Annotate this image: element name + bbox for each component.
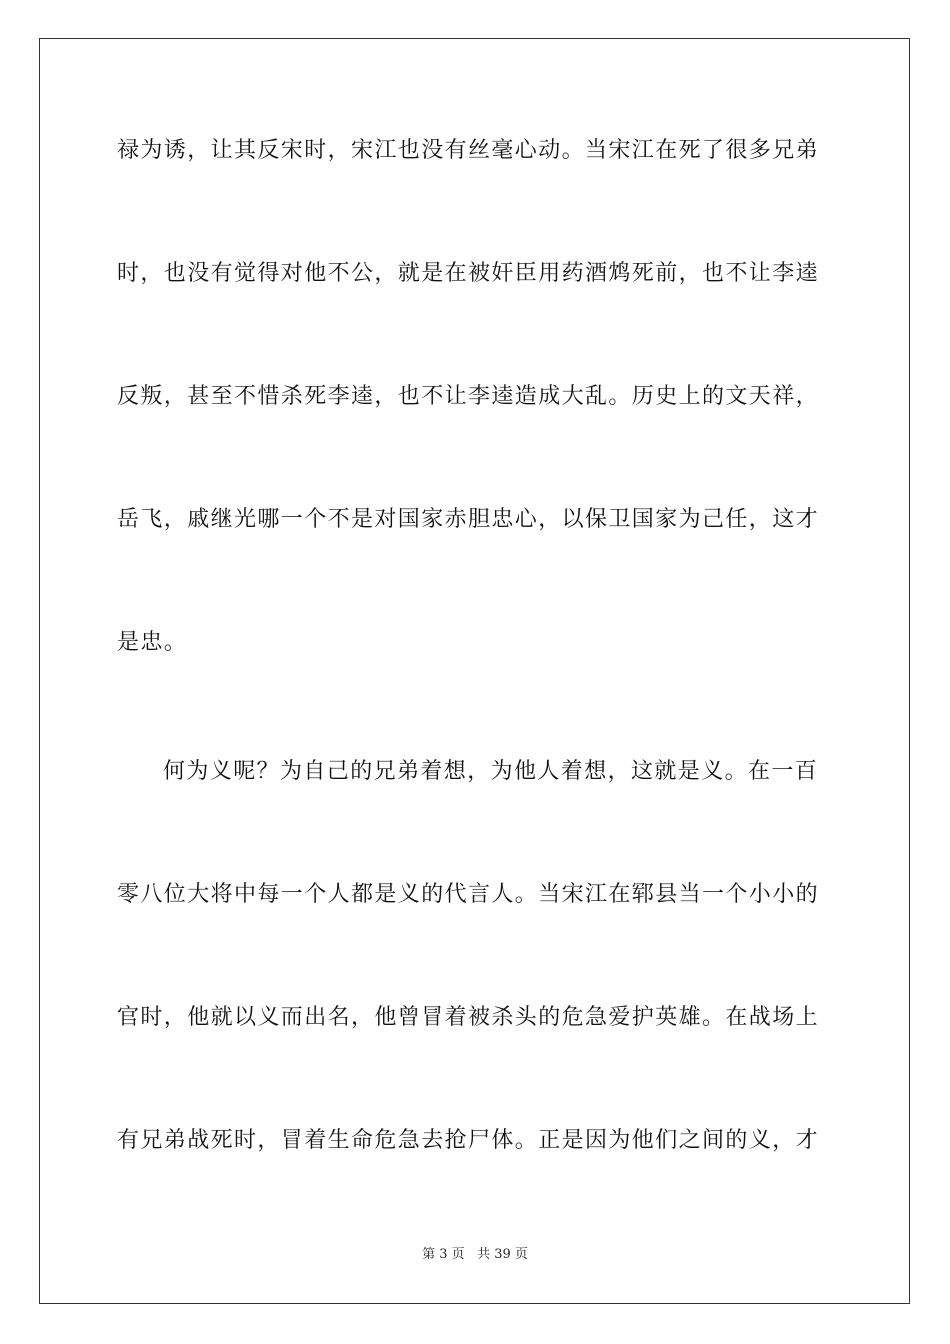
page-footer xyxy=(0,1246,950,1264)
text-line-4: 岳飞，戚继光哪一个不是对国家赤胆忠心，以保卫国家为己任，这才 xyxy=(117,507,820,532)
text-line-5: 是忠。 xyxy=(117,630,188,655)
page-number: 第 3 页 xyxy=(422,1247,465,1262)
page-border xyxy=(39,38,910,1304)
text-line-3: 反叛，甚至不惜杀死李逵，也不让李逵造成大乱。历史上的文天祥， xyxy=(117,384,820,409)
text-line-9: 有兄弟战死时，冒着生命危急去抢尸体。正是因为他们之间的义，才 xyxy=(117,1128,820,1153)
text-line-2: 时，也没有觉得对他不公，就是在被奸臣用药酒鸩死前，也不让李逵 xyxy=(117,261,820,286)
text-line-8: 官时，他就以义而出名，他曾冒着被杀头的危急爱护英雄。在战场上 xyxy=(117,1005,820,1030)
text-line-6: 何为义呢？为自己的兄弟着想，为他人着想，这就是义。在一百 xyxy=(163,759,819,784)
text-line-1: 禄为诱，让其反宋时，宋江也没有丝毫心动。当宋江在死了很多兄弟 xyxy=(117,138,820,163)
text-line-7: 零八位大将中每一个人都是义的代言人。当宋江在郓县当一个小小的 xyxy=(117,882,820,907)
page-total: 共 39 页 xyxy=(477,1247,528,1262)
